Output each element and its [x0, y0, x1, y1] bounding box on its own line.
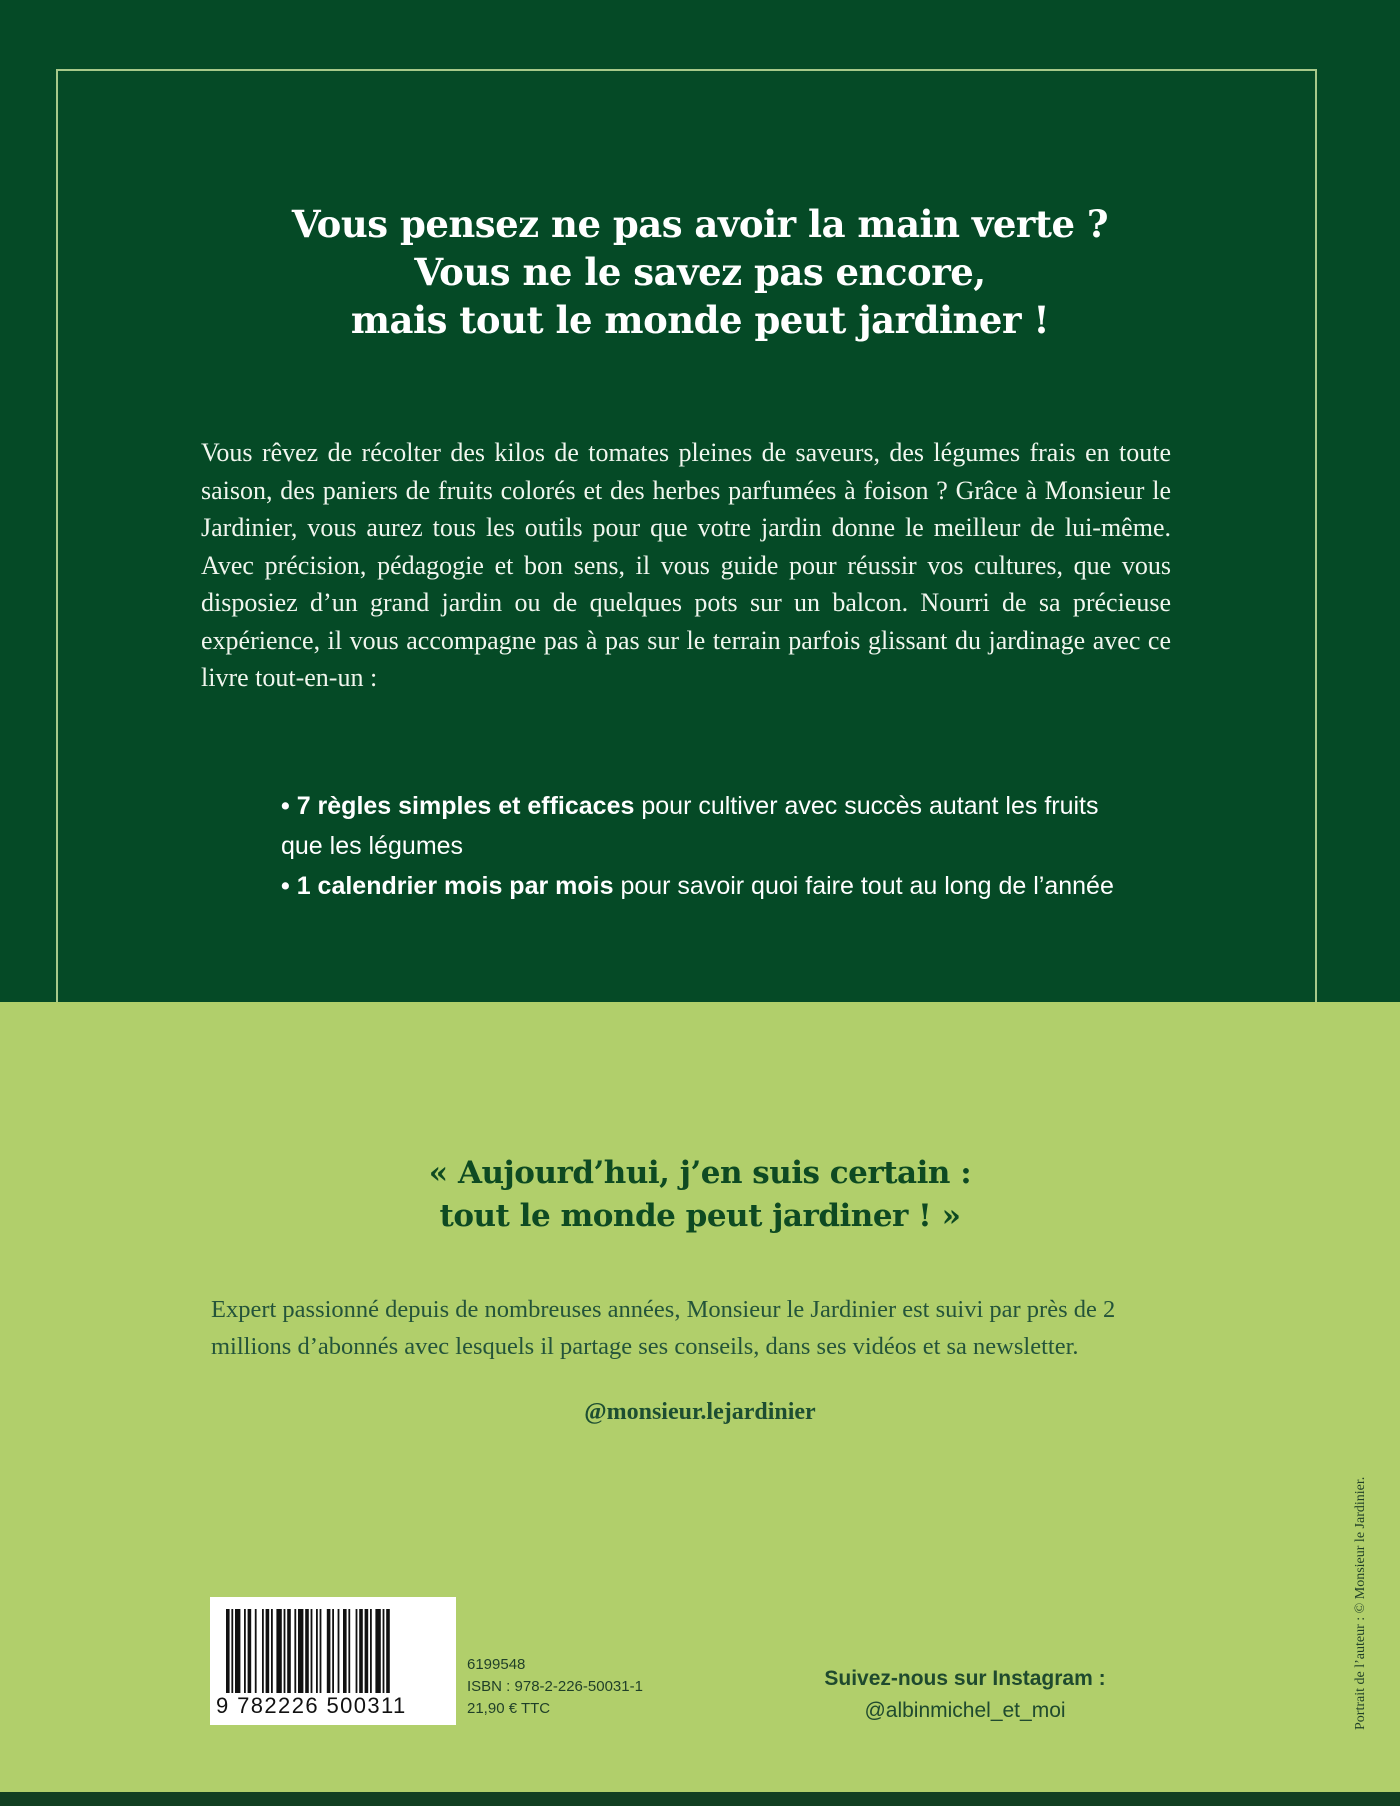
barcode-bar: [370, 1609, 372, 1693]
product-code: 6199548: [467, 1656, 526, 1673]
instagram-title: Suivez-nous sur Instagram :: [824, 1667, 1106, 1690]
barcode-bar: [305, 1609, 309, 1693]
bullet-text: pour cultiver avec succès autant les fruits que les légumes: [281, 792, 1099, 860]
barcode: [210, 1597, 456, 1725]
barcode-bar: [262, 1609, 264, 1693]
price: 21,90 € TTC: [467, 1700, 551, 1717]
intro-paragraph: Vous rêvez de récolter des kilos de tomates pleines de saveurs, des légumes frais en toute saison, des paniers de fruits colorés et des herbes parfumées à foison ? Grâce à Monsieur le Jardinier, vous aurez tous les outils pour que votre jardin donne le meilleur de lui-même. Avec précision, pédagogie et bon sens, il vous guide pour réussir vos cultures, que vous disposiez d’un grand jardin ou de quelques pots sur un balcon. Nourri de sa précieuse expérience, il vous accompagne pas à pas sur le terrain parfois glissant du jardinage avec ce livre tout-en-un :: [201, 438, 1171, 692]
bullet-text: pour savoir quoi faire tout au long de l’année: [613, 872, 1114, 900]
barcode-bar: [359, 1609, 363, 1693]
barcode-bar: [332, 1609, 334, 1693]
author-instagram-handle: @monsieur.lejardinier: [584, 1399, 816, 1425]
barcode-bar: [298, 1609, 303, 1693]
barcode-bar: [255, 1609, 257, 1693]
barcode-bar: [383, 1609, 385, 1693]
barcode-bar: [386, 1609, 390, 1693]
quote-line-1: « Aujourd’hui, j’en suis certain :: [428, 1155, 972, 1191]
barcode-bar: [287, 1609, 291, 1693]
bullet-list: [281, 786, 1141, 906]
bullet-item: [281, 866, 1141, 906]
headline-line-1: Vous pensez ne pas avoir la main verte ?: [291, 202, 1109, 246]
barcode-bars: [224, 1609, 442, 1693]
bullet-item: [281, 786, 1141, 866]
quote-line-2: tout le monde peut jardiner ! »: [439, 1198, 961, 1234]
barcode-bar: [375, 1609, 380, 1693]
barcode-bar: [311, 1609, 313, 1693]
barcode-bar: [271, 1609, 273, 1693]
barcode-bar: [343, 1609, 347, 1693]
bullet-bold-text: • 7 règles simples et efficaces: [281, 792, 635, 820]
headline-line-3: mais tout le monde peut jardiner !: [350, 298, 1050, 342]
publisher-instagram-handle: @albinmichel_et_moi: [864, 1699, 1066, 1722]
barcode-bar: [266, 1609, 270, 1693]
photo-credit: Portrait de l’auteur : © Monsieur le Jardinier.: [1353, 1476, 1368, 1730]
barcode-bar: [338, 1609, 340, 1693]
barcode-bar: [316, 1609, 318, 1693]
headline-line-2: Vous ne le savez pas encore,: [414, 250, 986, 294]
headline: [150, 200, 1250, 344]
barcode-bar: [235, 1609, 240, 1693]
barcode-bar: [276, 1609, 281, 1693]
barcode-bar: [248, 1609, 252, 1693]
barcode-bar: [284, 1609, 286, 1693]
instagram-callout: [800, 1663, 1130, 1727]
isbn-block: [467, 1654, 643, 1720]
barcode-bar: [226, 1609, 230, 1693]
barcode-bar: [327, 1609, 331, 1693]
author-bio: Expert passionné depuis de nombreuses années, Monsieur le Jardinier est suivi par près de 2 millions d’abonnés avec lesquels il partage ses conseils, dans ses vidéos et sa newsletter.: [211, 1296, 1116, 1360]
barcode-bar: [348, 1609, 350, 1693]
barcode-bar: [356, 1609, 358, 1693]
isbn: ISBN : 978-2-226-50031-1: [467, 1678, 643, 1695]
barcode-bar: [365, 1609, 369, 1693]
barcode-bar: [320, 1609, 322, 1693]
bottom-edge-strip: [0, 1792, 1400, 1806]
barcode-digits: 9 782226 500311: [216, 1693, 407, 1718]
barcode-bar: [294, 1609, 296, 1693]
bullet-bold-text: • 1 calendrier mois par mois: [281, 872, 614, 900]
author-quote: [200, 1152, 1200, 1238]
barcode-bar: [244, 1609, 246, 1693]
barcode-bar: [231, 1609, 233, 1693]
